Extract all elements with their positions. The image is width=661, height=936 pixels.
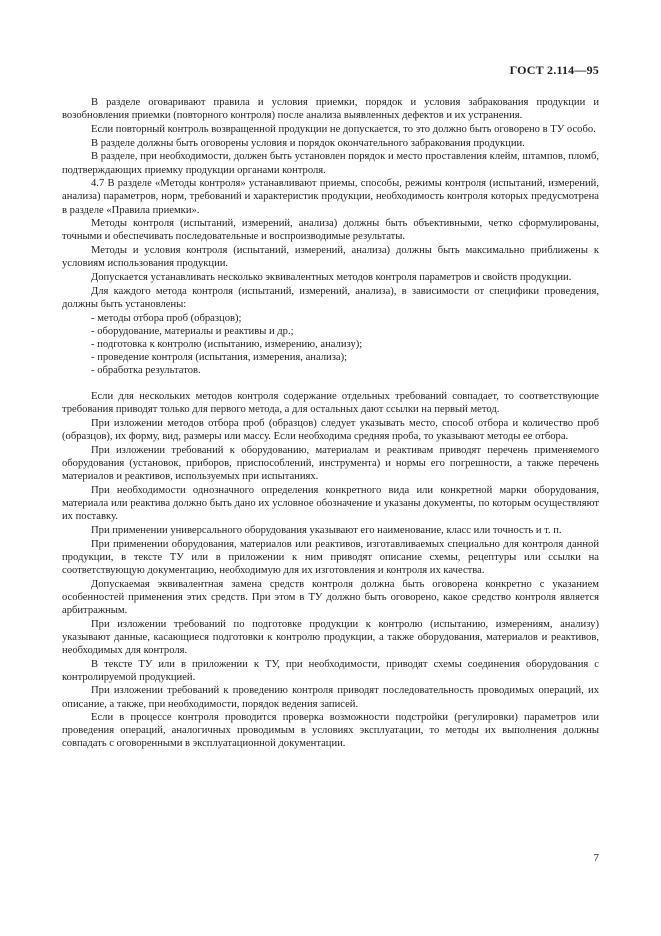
paragraph: При изложении требований к проведению контроля приводят последовательность проводимых операций, их описание, а также, при необходимости, порядок ведения записей. — [62, 685, 599, 710]
paragraph: В разделе должны быть оговорены условия и порядок окончательного забракования продукции. — [91, 137, 525, 149]
paragraph: Если для нескольких методов контроля содержание отдельных требований совпадает, то соответствующие требования приводят только для первого метода, а для остальных дают ссылки на первый метод. — [62, 391, 599, 416]
section-4-7-paragraph: 4.7 В разделе «Методы контроля» устанавливают приемы, способы, режимы контроля (испытаний, измерений, анализа) параметров, норм, требований и характеристик продукции, необходимость контроля которых предусмотрена в разделе «Правила приемки». — [62, 178, 599, 216]
page-number: 7 — [593, 852, 599, 864]
list-item: - подготовка к контролю (испытанию, измерению, анализу); — [91, 338, 599, 351]
paragraph: Для каждого метода контроля (испытаний, измерений, анализа), в зависимости от специфики проведения, должны быть установлены: — [62, 285, 599, 310]
list-item: - методы отбора проб (образцов); — [91, 312, 599, 325]
document-code-header: ГОСТ 2.114—95 — [509, 63, 599, 77]
paragraph: При применении универсального оборудования указывают его наименование, класс или точность и т. п. — [91, 524, 562, 536]
paragraph: Допускаемая эквивалентная замена средств контроля должна быть оговорена конкретно с указанием особенностей применения этих средств. При этом в ТУ должно быть оговорено, какое средство контроля является арбитражным. — [62, 578, 599, 616]
acceptance-rules-section — [62, 96, 599, 311]
paragraph: Методы контроля (испытаний, измерений, анализа) должны быть объективными, четко сформулированы, точными и обеспечивать последовательные и воспроизводимые результаты. — [62, 218, 599, 243]
paragraph: Методы и условия контроля (испытаний, измерений, анализа) должны быть максимально приближены к условиям использования продукции. — [62, 245, 599, 270]
paragraph: При применении оборудования, материалов или реактивов, изготавливаемых специально для контроля данной продукции, в тексте ТУ или в приложении к ним приводят описание схемы, рецептуры или ссылки на соответствующую документацию, необходимую для их изготовления и контроля их качества. — [62, 538, 599, 576]
list-item: - проведение контроля (испытания, измерения, анализа); — [91, 351, 599, 364]
paragraph: В тексте ТУ или в приложении к ТУ, при необходимости, приводят схемы соединения оборудования с контролируемой продукцией. — [62, 658, 599, 683]
paragraph: Допускается устанавливать несколько эквивалентных методов контроля параметров и свойств продукции. — [91, 272, 572, 284]
control-methods-section — [62, 390, 599, 750]
paragraph: В разделе, при необходимости, должен быть установлен порядок и место проставления клейм, штампов, пломб, подтверждающих приемку продукции органами контроля. — [62, 151, 599, 176]
paragraph: При изложении методов отбора проб (образцов) следует указывать место, способ отбора и количество проб (образцов), их форму, вид, размеры или массу. Если необходима средняя проба, то указывают методы ее отбора. — [62, 418, 599, 443]
requirements-list — [62, 312, 599, 377]
page-body — [62, 96, 599, 751]
paragraph: Если в процессе контроля проводится проверка возможности подстройки (регулировки) параметров или проведения операций, аналогичных проводимым в условиях эксплуатации, то методы их выполнения должны совпадать с оговоренными в эксплуатационной документации. — [62, 712, 599, 750]
paragraph-gap — [62, 377, 599, 390]
paragraph: При необходимости однозначного определения конкретного вида или конкретной марки оборудования, материала или реактива должно быть дано их условное обозначение и указаны документы, по которым осуществляют их поставку. — [62, 484, 599, 523]
paragraph: В разделе оговаривают правила и условия приемки, порядок и условия забракования продукции и возобновления приемки (повторного контроля) после анализа выявленных дефектов и их устранения. — [62, 97, 599, 122]
list-item: - оборудование, материалы и реактивы и др.; — [91, 325, 599, 338]
paragraph: При изложении требований по подготовке продукции к контролю (испытанию, измерениям, анализу) указывают данные, касающиеся подготовки к контролю продукции, а также оборудования, материалов и реактивов, необходимых для контроля. — [62, 618, 599, 656]
list-item: - обработка результатов. — [91, 364, 599, 377]
paragraph: При изложении требований к оборудованию, материалам и реактивам приводят перечень применяемого оборудования (установок, приборов, приспособлений, инструмента) и нормы его погрешности, а также перечень материалов и реактивов, используемых при испытаниях. — [62, 444, 599, 483]
paragraph: Если повторный контроль возвращенной продукции не допускается, то это должно быть оговорено в ТУ особо. — [91, 123, 596, 135]
